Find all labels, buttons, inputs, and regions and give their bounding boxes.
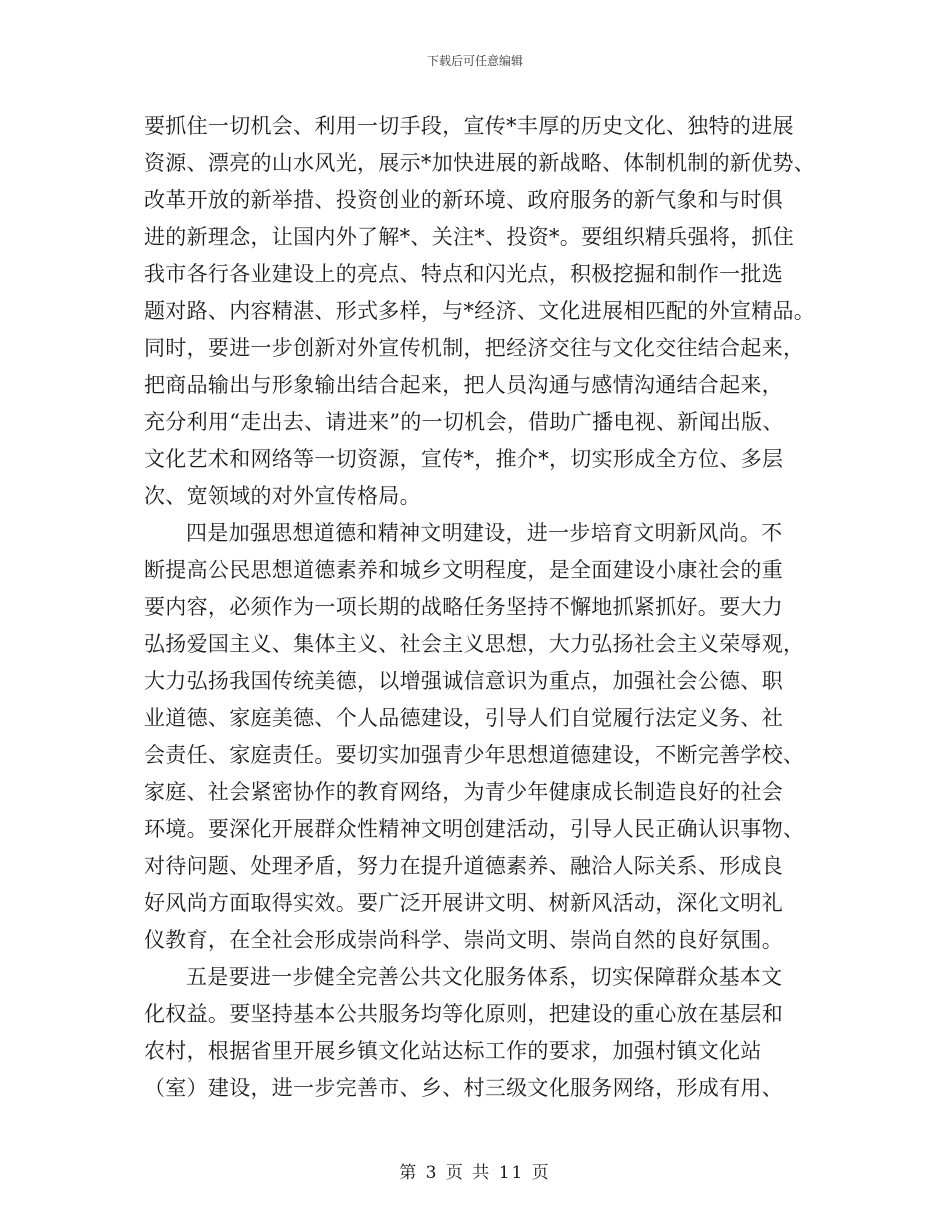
page-header: 下载后可任意编辑 — [426, 54, 523, 68]
body-line: 家庭、社会紧密协作的教育网络，为青少年健康成长制造良好的社会 — [144, 780, 783, 804]
body-line: 好风尚方面取得实效。要广泛开展讲文明、树新风活动，深化文明礼 — [144, 891, 783, 915]
body-line: 同时，要进一步创新对外宣传机制，把经济交往与文化交往结合起来， — [144, 336, 805, 360]
body-line: 题对路、内容精湛、形式多样，与*经济、文化进展相匹配的外宣精品。 — [144, 299, 816, 323]
body-line: 环境。要深化开展群众性精神文明创建活动，引导人民正确认识事物、 — [144, 817, 805, 841]
body-line: 会责任、家庭责任。要切实加强青少年思想道德建设，不断完善学校、 — [144, 743, 805, 767]
body-line: 资源、漂亮的山水风光，展示*加快进展的新战略、体制机制的新优势、 — [144, 151, 816, 175]
paragraph-start-line: 五是要进一步健全完善公共文化服务体系，切实保障群众基本文 — [186, 965, 783, 989]
body-line: 把商品输出与形象输出结合起来，把人员沟通与感情沟通结合起来， — [144, 373, 783, 397]
body-line: 进的新理念，让国内外了解*、关注*、投资*。要组织精兵强将，抓住 — [144, 225, 795, 249]
body-line: 文化艺术和网络等一切资源，宣传*，推介*，切实形成全方位、多层 — [144, 447, 784, 471]
body-line: （室）建设，进一步完善市、乡、村三级文化服务网络，形成有用、 — [144, 1076, 783, 1100]
paragraph-start-line: 四是加强思想道德和精神文明建设，进一步培育文明新风尚。不 — [186, 521, 783, 545]
body-line: 我市各行各业建设上的亮点、特点和闪光点，积极挖掘和制作一批选 — [144, 262, 783, 286]
body-line: 要内容，必须作为一项长期的战略任务坚持不懈地抓紧抓好。要大力 — [144, 595, 783, 619]
body-line: 对待问题、处理矛盾，努力在提升道德素养、融洽人际关系、形成良 — [144, 854, 783, 878]
body-line: 充分利用“走出去、请进来”的一切机会，借助广播电视、新闻出版、 — [144, 410, 784, 434]
body-line: 次、宽领域的对外宣传格局。 — [144, 484, 421, 508]
body-line: 改革开放的新举措、投资创业的新环境、政府服务的新气象和与时俱 — [144, 188, 783, 212]
body-line: 农村，根据省里开展乡镇文化站达标工作的要求，加强村镇文化站 — [144, 1039, 762, 1063]
body-line: 化权益。要坚持基本公共服务均等化原则，把建设的重心放在基层和 — [144, 1002, 783, 1026]
body-line: 弘扬爱国主义、集体主义、社会主义思想，大力弘扬社会主义荣辱观， — [144, 632, 805, 656]
body-line: 仪教育，在全社会形成崇尚科学、崇尚文明、崇尚自然的良好氛围。 — [144, 928, 783, 952]
body-line: 大力弘扬我国传统美德，以增强诚信意识为重点，加强社会公德、职 — [144, 669, 783, 693]
body-line: 要抓住一切机会、利用一切手段，宣传*丰厚的历史文化、独特的进展 — [144, 114, 794, 138]
page-number-footer: 第 3 页 共 11 页 — [399, 1163, 551, 1183]
body-line: 业道德、家庭美德、个人品德建设，引导人们自觉履行法定义务、社 — [144, 706, 783, 730]
body-line: 断提高公民思想道德素养和城乡文明程度，是全面建设小康社会的重 — [144, 558, 783, 582]
